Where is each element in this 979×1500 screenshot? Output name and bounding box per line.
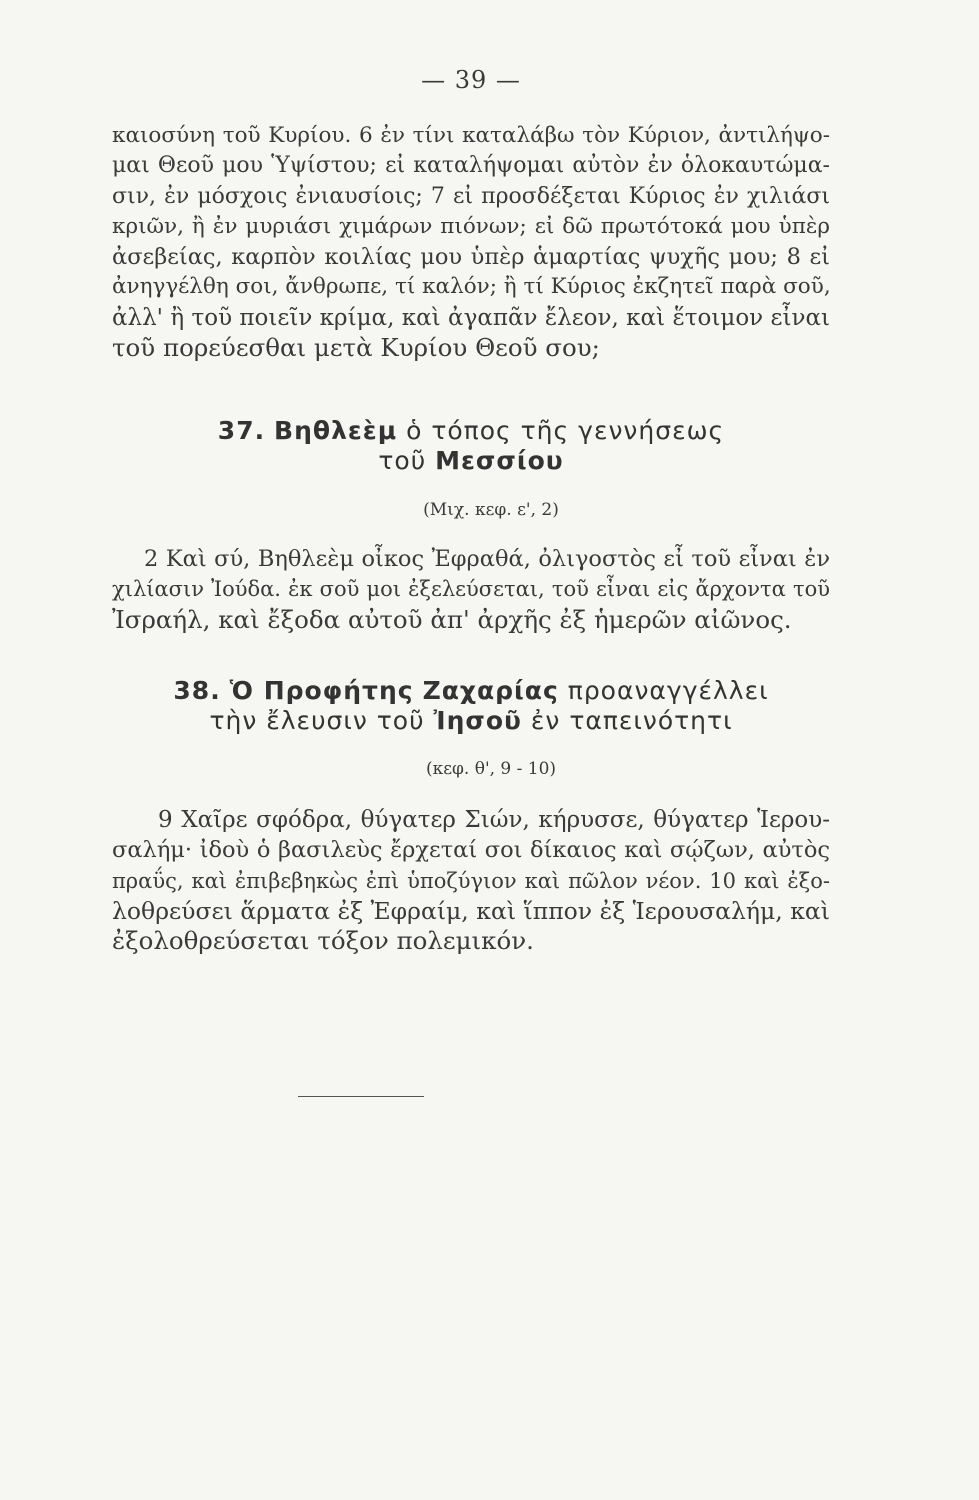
section-37-number: 37.: [217, 416, 266, 445]
section-38-title-bold2: Ζαχαρίας: [422, 676, 559, 705]
section-38-title-line2-bold: Ἰησοῦ: [433, 706, 522, 735]
text-line: χιλίασιν Ἰούδα. ἐκ σοῦ μοι ἐξελεύσεται, τοῦ εἶναι εἰς ἄρχοντα τοῦ: [112, 577, 830, 602]
text-line: σαλήμ· ἰδοὺ ὁ βασιλεὺς ἔρχεταί σοι δίκαιος καὶ σῴζων, αὐτὸς: [112, 837, 830, 864]
text-line: τοῦ πορεύεσθαι μετὰ Κυρίου Θεοῦ σου;: [112, 333, 600, 363]
section-38-number: 38.: [173, 676, 221, 705]
text-line: σιν, ἐν μόσχοις ἐνιαυσίοις; 7 εἰ προσδέξεται Κύριος ἐν χιλιάσι: [112, 183, 830, 209]
text-line: καιοσύνη τοῦ Κυρίου. 6 ἐν τίνι καταλάβω τὸν Κύριον, ἀντιλήψο-: [112, 123, 830, 148]
section-37-reference: (Μιχ. κεφ. ε', 2): [423, 500, 559, 520]
text-line: 2 Καὶ σύ, Βηθλεὲμ οἶκος Ἐφραθά, ὀλιγοστὸς εἶ τοῦ εἶναι ἐν: [144, 546, 830, 572]
closing-rule: [298, 1096, 424, 1097]
text-line: ἀνηγγέλθη σοι, ἄνθρωπε, τί καλόν; ἢ τί Κύριος ἐκζητεῖ παρὰ σοῦ,: [112, 274, 831, 300]
section-38-title-line2-rest: ἐν ταπεινότητι: [530, 706, 733, 735]
section-38-paragraph: [112, 805, 830, 956]
section-38-heading: [112, 676, 830, 736]
section-37-heading: [112, 416, 830, 476]
text-line: 9 Χαῖρε σφόδρα, θύγατερ Σιών, κήρυσσε, θύγατερ Ἱερου-: [158, 807, 830, 833]
intro-paragraph: [112, 121, 830, 363]
text-line: πραΰς, καὶ ἐπιβεβηκὼς ἐπὶ ὑποζύγιον καὶ πῶλον νέον. 10 καὶ ἐξο-: [112, 868, 830, 893]
section-38-reference: (κεφ. θ', 9 - 10): [425, 759, 557, 779]
text-line: κριῶν, ἢ ἐν μυριάσι χιμάρων πιόνων; εἰ δῶ πρωτότοκά μου ὑπὲρ: [112, 213, 830, 239]
text-line: ἐξολοθρεύσεται τόξον πολεμικόν.: [112, 926, 534, 956]
section-38-title-bold1: Ὁ Προφήτης: [229, 676, 414, 705]
section-37-paragraph: [112, 544, 830, 635]
text-line: ἀλλ' ἢ τοῦ ποιεῖν κρίμα, καὶ ἀγαπᾶν ἔλεον, καὶ ἕτοιμον εἶναι: [112, 304, 830, 331]
section-37-title-bold: Βηθλεὲμ: [274, 416, 398, 445]
section-38-title-line2-pre: τὴν ἔλευσιν τοῦ: [209, 706, 425, 735]
section-38-title-rest: προαναγγέλλει: [567, 676, 769, 705]
text-line: Ἰσραήλ, καὶ ἔξοδα αὐτοῦ ἀπ' ἀρχῆς ἐξ ἡμερῶν αἰῶνος.: [112, 604, 792, 634]
section-37-title-rest: ὁ τόπος τῆς γεννήσεως: [406, 416, 725, 445]
section-37-title-line2: [112, 446, 830, 476]
text-line: λοθρεύσει ἅρματα ἐξ Ἐφραίμ, καὶ ἵππον ἐξ Ἱερουσαλήμ, καὶ: [112, 896, 830, 925]
section-37-title-line2-pre: τοῦ: [378, 446, 427, 475]
page-number: — 39 —: [421, 66, 521, 94]
section-37-title-line2-bold: Μεσσίου: [435, 446, 564, 475]
text-line: μαι Θεοῦ μου Ὑψίστου; εἰ καταλήψομαι αὐτὸν ἐν ὁλοκαυτώμα-: [112, 153, 830, 179]
section-38-title-line2: [112, 706, 830, 736]
section-37-title-line1: [112, 416, 830, 446]
section-38-title-line1: [112, 676, 830, 706]
text-line: ἀσεβείας, καρπὸν κοιλίας μου ὑπὲρ ἁμαρτίας ψυχῆς μου; 8 εἰ: [112, 244, 830, 271]
